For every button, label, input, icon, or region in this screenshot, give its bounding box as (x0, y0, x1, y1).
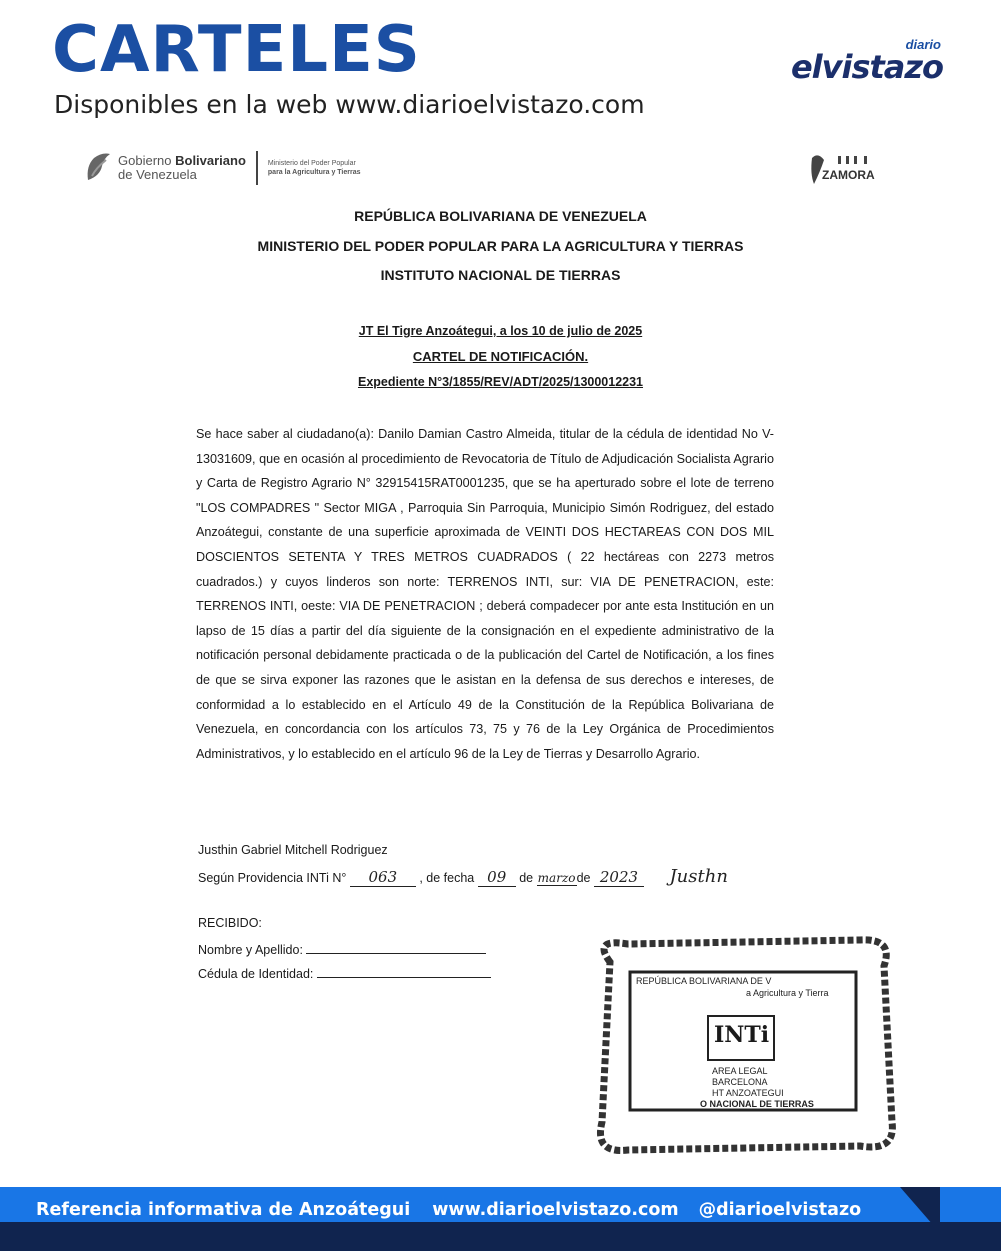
received-id-line (198, 965, 491, 981)
de-label-1: de (519, 871, 534, 885)
received-id-label: Cédula de Identidad: (198, 967, 314, 981)
providencia-year: 2023 (594, 868, 644, 887)
logo-small-text: diario (905, 37, 941, 52)
place-date: JT El Tigre Anzoátegui, a los 10 de julio de 2025 (358, 324, 643, 338)
gov-letterhead (84, 150, 361, 186)
handwritten-signature: Justhn (669, 866, 728, 887)
elvistazo-logo (790, 37, 943, 86)
received-name-blank (306, 941, 486, 954)
providencia-line (198, 866, 728, 887)
footer-website-link[interactable]: www.diarioelvistazo.com (432, 1200, 679, 1220)
header-line1: REPÚBLICA BOLIVARIANA DE VENEZUELA (354, 208, 647, 224)
signer-name: Justhin Gabriel Mitchell Rodriguez (198, 843, 388, 857)
stamp-inti-logo: INTi (714, 1022, 770, 1048)
ministry-line1: Ministerio del Poder Popular (267, 160, 356, 167)
banner-subtitle: Disponibles en la web www.diarioelvistazo.com (54, 90, 645, 119)
gov-name (118, 154, 246, 182)
received-name-label: Nombre y Apellido: (198, 943, 303, 957)
cartel-title: CARTEL DE NOTIFICACIÓN. (412, 349, 589, 364)
notification-body: Se hace saber al ciudadano(a): Danilo Damian Castro Almeida, titular de la cédula de identidad No V- 13031609, que en ocasión al procedimiento de Revocatoria de Título de Adjudicación Socialista Agrario y Carta de Registro Agrario N° 32915415RAT0001235, que se ha aperturado sobre el lote de terreno "LOS COMPADRES " Sector MIGA , Parroquia Sin Parroquia, Municipio Simón Rodriguez, del estado Anzoátegui, constante de una superficie aproximada de VEINTI DOS HECTAREAS CON DOS MIL DOSCIENTOS SETENTA Y TRES METROS CUADRADOS ( 22 hectáreas con 2273 metros cuadrados.) y cuyos linderos son norte: TERRENOS INTI, sur: VIA DE PENETRACION, este: TERRENOS INTI, oeste: VIA DE PENETRACION ; deberá compadecer por ante esta Institución en un lapso de 15 días a partir del día siguiente de la consignación en el expediente administrativo de la notificación personal debidamente practicada o de la publicación del Cartel de Notificación, a los fines de que se sirva exponer las razones que le asistan en la defensa de sus derechos e intereses, de conformidad a lo establecido en el Artículo 49 de la Constitución de la República Bolivariana de Venezuela, en concordancia con los artículos 73, 75 y 76 de la Ley Orgánica de Procedimientos Administrativos, y lo establecido en el artículo 96 de la Ley de Tierras y Desarrollo Agrario. (196, 427, 774, 761)
providencia-number: 063 (350, 868, 416, 887)
gov-bird-icon (84, 150, 112, 186)
zamora-logo-text: ZAMORA (822, 168, 875, 182)
fecha-label: , de fecha (419, 871, 475, 885)
providencia-month: marzo (537, 871, 576, 885)
stamp-top-line2: a Agricultura y Tierra (746, 988, 829, 998)
providencia-label: Según Providencia INTi N° (198, 871, 347, 885)
header-line2: MINISTERIO DEL PODER POPULAR PARA LA AGRICULTURA Y TIERRAS (257, 238, 744, 254)
received-title: RECIBIDO: (198, 916, 262, 930)
official-stamp (588, 932, 900, 1156)
providencia-day: 09 (478, 868, 516, 887)
stamp-line1: AREA LEGAL (712, 1066, 768, 1076)
stamp-line3: HT ANZOATEGUI (712, 1088, 784, 1098)
gov-line2: de Venezuela (118, 167, 197, 182)
footer-bottom-band (0, 1222, 1001, 1251)
stamp-top-line1: REPÚBLICA BOLIVARIANA DE V (636, 976, 772, 986)
ministry-name (268, 159, 361, 177)
gov-line1a: Gobierno (118, 153, 172, 168)
header-line3: INSTITUTO NACIONAL DE TIERRAS (380, 267, 621, 283)
footer-reference: Referencia informativa de Anzoátegui (36, 1200, 411, 1220)
footer-social-handle[interactable]: @diarioelvistazo (698, 1200, 862, 1220)
gov-line1b: Bolivariano (175, 153, 246, 168)
received-id-blank (317, 965, 491, 978)
banner-title: CARTELES (52, 13, 421, 87)
letterhead-divider (256, 151, 258, 185)
received-name-line (198, 941, 486, 957)
stamp-line2: BARCELONA (712, 1077, 768, 1087)
logo-big-text: elvistazo (790, 48, 943, 86)
de-label-2: de (576, 871, 591, 885)
zamora-logo (808, 150, 882, 194)
ministry-line2: para la Agricultura y Tierras (267, 169, 361, 176)
expediente: Expediente N°3/1855/REV/ADT/2025/1300012231 (357, 375, 644, 389)
stamp-line4: O NACIONAL DE TIERRAS (700, 1099, 814, 1109)
